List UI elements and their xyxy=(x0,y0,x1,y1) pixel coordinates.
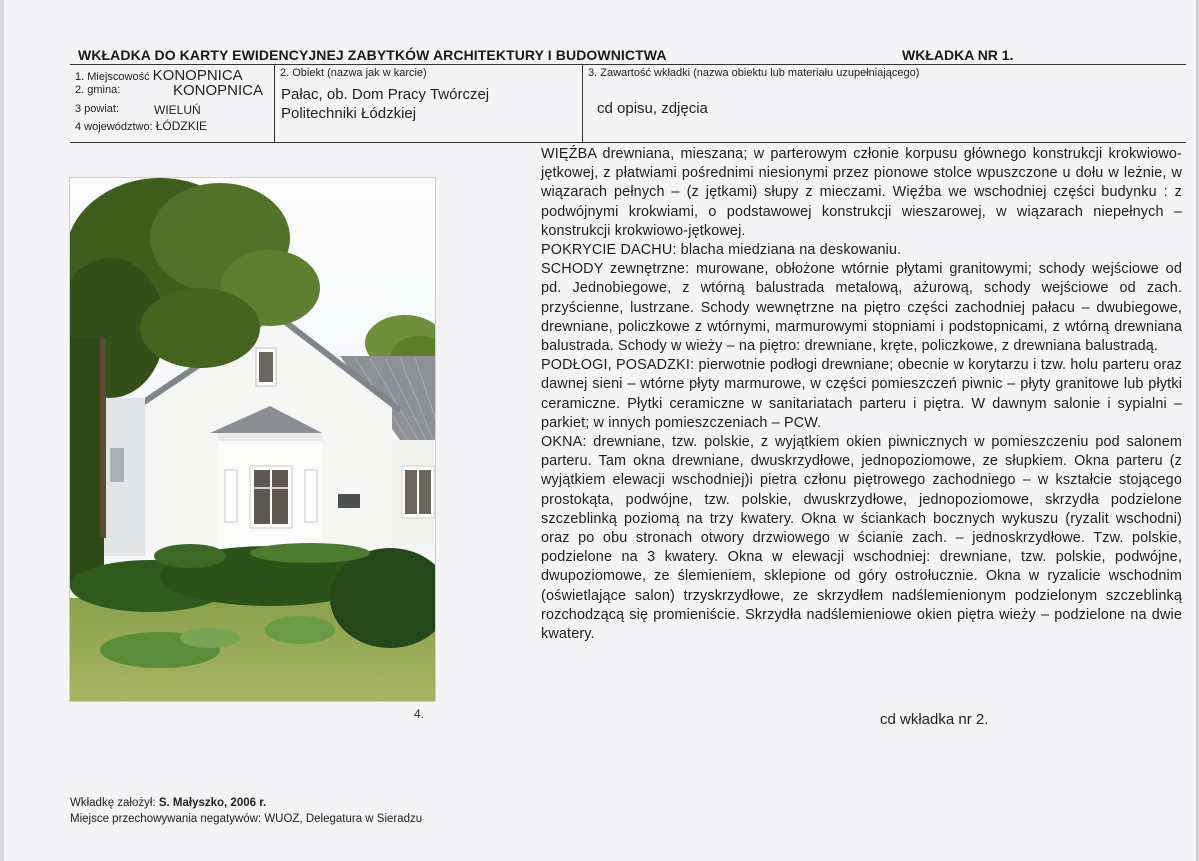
paragraph-windows: OKNA: drewniane, tzw. polskie, z wyjątkiem okien piwnicznych w pomieszczeniu pod salonem parteru. Tam okna drewniane, dwuskrzydłowe, jednopoziomowe, ze słupkiem. Okna parteru (z wyjątkiem elewacji wschodniej)i pietra członu piętrowego zachodniego – w kształcie stojącego prostokąta, podwójne, tzw. polskie, dwuskrzydłowe, jednopoziomowe, skrzydła podzielone szczeblinką poziomą na trzy kwatery. Okna w ściankach bocznych wykuszu (ryzalit wschodni) oraz po obu stronach otwory drzwiowego w ścianie zach. – jednoskrzydłowe. Tzw. polskie, podzielone na 3 kwatery. Okna w elewacji wschodniej: drewniane, tzw. polskie, podwójne, dwupoziomowe, ze ślemieniem, sklepione od góry ostrołucznie. Okna w ryzalicie wschodnim (oświetlające salon) trzyskrzydłowe, ze skrzydłem nadślemienionym podzielonym szczeblinką rozchodzącą się promieniście. Skrzydła nadślemieniowe okien piętra wieży – podzielone na dwie kwatery. xyxy=(541,434,1182,643)
voivodeship-label: 4 województwo: xyxy=(75,121,153,133)
voivodeship-row xyxy=(75,119,207,133)
author-label: Wkładkę założył: xyxy=(70,797,156,809)
storage-value: WUOZ, Delegatura w Sieradzu xyxy=(264,813,423,825)
commune-value-wrap xyxy=(173,82,263,99)
object-name-line2: Politechniki Łódzkiej xyxy=(281,105,417,122)
column-divider xyxy=(582,65,583,142)
continued-note: cd wkładka nr 2. xyxy=(880,711,989,728)
county-value-wrap xyxy=(154,103,201,117)
object-label: 2. Obiekt (nazwa jak w karcie) xyxy=(280,67,427,79)
storage-label: Miejsce przechowywania negatywów: xyxy=(70,813,262,825)
object-name xyxy=(281,85,581,123)
commune-value: KONOPNICA xyxy=(173,82,264,99)
contents-label: 3. Zawartość wkładki (nazwa obiektu lub materiału uzupełniającego) xyxy=(588,67,920,79)
document-title: WKŁADKA DO KARTY EWIDENCYJNEJ ZABYTKÓW ARCHITEKTURY I BUDOWNICTWA xyxy=(78,47,667,63)
palace-photo-illustration xyxy=(70,178,435,701)
column-divider xyxy=(274,65,275,142)
contents-value: cd opisu, zdjęcia xyxy=(597,100,708,117)
paragraph-floors: PODŁOGI, POSADZKI: pierwotnie podłogi drewniane; obecnie w korytarzu i tzw. holu parteru oraz dawnej sieni – wtórne płyty marmurowe, w części pomieszczeń piwnic – płyty granitowe lub płytki ceramiczne. Płytki ceramiczne w sanitariatach parteru i piętra. W dawnym salonie i sypialni – parkiet; w innych pomieszczeniach – PCW. xyxy=(541,357,1182,431)
insert-number: WKŁADKA NR 1. xyxy=(902,47,1014,63)
storage-line xyxy=(70,813,422,825)
photo-number: 4. xyxy=(414,707,425,721)
author-line xyxy=(70,797,266,809)
paragraph-roof-truss: WIĘŹBA drewniana, mieszana; w parterowym członie korpusu głównego konstrukcji krokwiowo-jętkowej, z płatwiami pośrednimi niesionymi przez pionowe stolce wpuszczone u dołu w leżnie, w wiązarach pełnych – (z jętkami) słupy z mieczami. Więźba we wschodniej części budynku : z podwójnymi krokwiami, o podstawowej konstrukcji wieszarowej, w wiązarach niepełnych – konstrukcji krokwiowo-jętkowej. xyxy=(541,146,1182,239)
county-label: 3 powiat: xyxy=(75,103,120,115)
author-value: S. Małyszko, 2006 xyxy=(158,797,257,809)
description-text xyxy=(541,145,1182,644)
place-label: 1. Miejscowość xyxy=(75,71,150,83)
place-value: KONOPNICA xyxy=(152,67,243,84)
commune-row xyxy=(75,84,120,96)
county-value: WIELUŃ xyxy=(154,103,201,117)
voivodeship-value: ŁÓDZKIE xyxy=(155,119,208,133)
building-photo xyxy=(69,177,436,702)
object-name-line1: Pałac, ob. Dom Pracy Twórczej xyxy=(281,86,490,103)
scan-edge-left xyxy=(0,0,4,861)
author-suffix: r. xyxy=(259,797,267,809)
paragraph-stairs: SCHODY zewnętrzne: murowane, obłożone wtórnie płytami granitowymi; schody wejściowe od pd. Jednobiegowe, z wtórną balustrada metalową, ażurową, schody wejściowe od zach. przyścienne, lustrzane. Schody wewnętrzne na piętro części zachodniej pałacu – dwubiegowe, drewniane, policzkowe z wtórnymi, marmurowymi stopniami i podstopnicami, z wtórną drewniana balustrada. Schody w wieży – na piętro: drewniane, kręte, policzkowe, z drewniana balustradą. xyxy=(541,261,1182,355)
county-row xyxy=(75,103,119,115)
commune-label: 2. gmina: xyxy=(75,84,121,96)
paragraph-roofing: POKRYCIE DACHU: blacha miedziana na deskowaniu. xyxy=(541,242,902,259)
